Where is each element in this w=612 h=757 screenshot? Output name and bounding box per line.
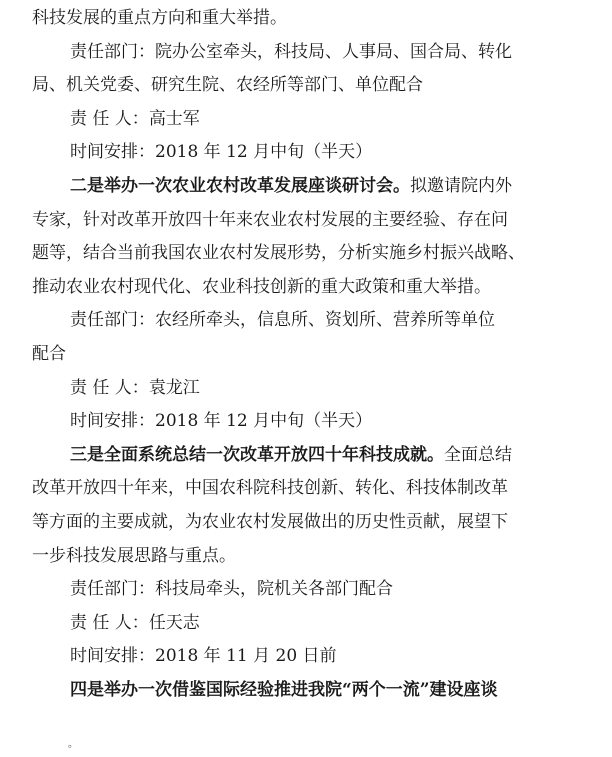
item1-dept-line2: 局、机关党委、研究生院、农经所等部门、单位配合 [32,75,423,96]
item3-body-first: 全面总结 [444,444,512,465]
item2-dept-line1: 责任部门：农经所牵头，信息所、资划所、营养所等单位 [70,310,495,331]
item2-person-label: 责 任 人： [70,377,149,398]
item1-dept-line1: 责任部门：院办公室牵头，科技局、人事局、国合局、转化 [70,41,512,62]
item3-dept-line1: 责任部门：科技局牵头，院机关各部门配合 [70,579,393,600]
item1-person [32,103,598,137]
item2-body-first: 拟邀请院内外 [410,175,512,196]
item3-time [32,640,598,674]
item4-heading: 四是举办一次借鉴国际经验推进我院“两个一流”建设座谈 [70,679,498,700]
item2-heading: 二是举办一次农业农村改革发展座谈研讨会。 [70,175,410,196]
item3-body-line: 改革开放四十年来，中国农科院科技创新、转化、科技体制改革 [32,478,508,499]
item3-first-line [32,439,598,473]
item3-person-name: 任天志 [148,612,200,633]
item2-body-line: 推动农业农村现代化、农业科技创新的重大政策和重大举措。 [32,276,491,297]
item2-person [32,372,598,406]
item2-body-line: 题等，结合当前我国农业农村发展形势，分析实施乡村振兴战略、 [32,243,525,264]
item2-time-label: 时间安排： [70,411,155,432]
item3-body-line: 一步科技发展思路与重点。 [32,545,236,566]
item2-first-line [32,170,598,204]
item3-heading: 三是全面系统总结一次改革开放四十年科技成就。 [70,444,444,465]
item1-time-value: 2018 年 12 月中旬（半天） [155,142,373,163]
item2-time [32,405,598,439]
item3-person [32,607,598,641]
item1-time [32,136,598,170]
item2-body-line: 专家，针对改革开放四十年来农业农村发展的主要经验、存在问 [32,209,508,230]
stray-mark: 。 [68,739,78,750]
intro-tail: 科技发展的重点方向和重大举措。 [32,8,287,28]
item3-person-label: 责 任 人： [70,612,149,633]
item1-person-label: 责 任 人： [70,108,149,129]
item1-person-name: 高士军 [148,108,200,129]
item2-dept-line2: 配合 [32,343,66,364]
item1-time-label: 时间安排： [70,142,155,163]
item3-body-line: 等方面的主要成就，为农业农村发展做出的历史性贡献，展望下 [32,511,508,532]
item2-person-name: 袁龙江 [148,377,200,398]
item3-time-label: 时间安排： [70,646,155,667]
item2-time-value: 2018 年 12 月中旬（半天） [155,411,373,432]
item3-time-value: 2018 年 11 月 20 日前 [155,646,337,667]
